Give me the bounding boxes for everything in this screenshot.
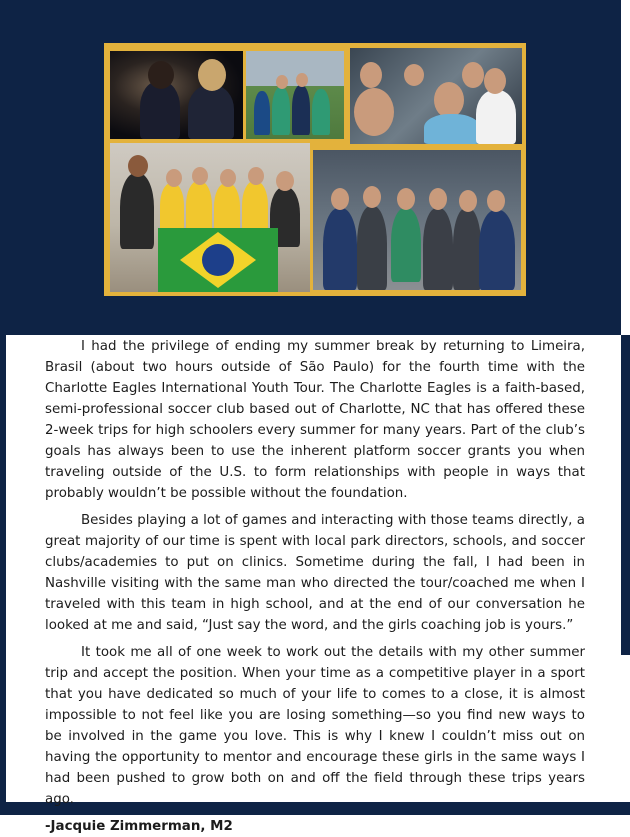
photo-collage [104, 43, 526, 296]
person-head [434, 82, 464, 118]
person-figure [140, 81, 180, 139]
person-figure [188, 85, 234, 139]
person-figure [120, 173, 154, 249]
article-paragraph-1: I had the privilege of ending my summer break by returning to Limeira, Brasil (about two hours outside of São Paulo) for the fourth time with the Charlotte Eagles International Youth Tour. The Charlotte Eagles is a faith-based, semi-professional soccer club based out of Charlotte, NC that has offered these 2-week trips for high schoolers every summer for many years. Part of the club’s goals has always been to use the inherent platform soccer grants you when traveling outside of the U.S. to form relationships with people in ways that probably wouldn’t be possible without the foundation. [45, 339, 585, 501]
person-figure [453, 208, 481, 290]
person-head [198, 59, 226, 91]
person-head [276, 75, 288, 89]
person-figure [479, 210, 515, 290]
person-figure [423, 208, 453, 290]
person-figure [312, 89, 330, 135]
author-signature: -Jacquie Zimmerman, M2 [45, 819, 233, 834]
person-head [459, 190, 477, 212]
person-head [248, 167, 264, 185]
right-border-strip [621, 335, 630, 655]
person-head [354, 88, 394, 136]
flag-globe [202, 244, 234, 276]
brazil-flag [158, 228, 278, 292]
person-figure [186, 181, 212, 235]
person-head [192, 167, 208, 185]
person-head [363, 186, 381, 208]
person-head [220, 169, 236, 187]
article-body [45, 336, 585, 837]
left-border-strip [0, 335, 6, 805]
person-head [429, 188, 447, 210]
person-figure [323, 208, 357, 290]
person-figure [160, 183, 184, 233]
person-head [331, 188, 349, 210]
person-figure [357, 206, 387, 290]
person-head [360, 62, 382, 88]
person-figure [254, 91, 270, 135]
person-head [487, 190, 505, 212]
person-head [148, 61, 174, 89]
person-head [296, 73, 308, 87]
person-figure [272, 87, 290, 135]
photo-team-huddle [246, 51, 344, 139]
person-head [462, 62, 484, 88]
photo-bus-selfie [350, 48, 522, 144]
person-figure [391, 208, 421, 282]
photo-street-group [313, 150, 521, 290]
photo-brazil-flag-group [110, 143, 310, 292]
person-figure [476, 90, 516, 144]
person-head [404, 64, 424, 86]
person-figure [242, 181, 268, 235]
person-figure [292, 85, 310, 135]
person-head [276, 171, 294, 191]
person-head [166, 169, 182, 187]
person-head [128, 155, 148, 177]
person-head [397, 188, 415, 210]
article-paragraph-3: It took me all of one week to work out the details with my other summer trip and accept the position. When your time as a competitive player in a sport that you have dedicated so much of your life to comes to a close, it is almost impossible to not feel like you are losing something—so you find new ways to be involved in the game you love. This is why I knew I couldn’t miss out on having the opportunity to mentor and encourage these girls in the same ways I had been pushed to grow both on and off the field through these trips years ago. [45, 645, 585, 807]
photo-night-huddle [110, 51, 243, 139]
person-figure [424, 114, 480, 144]
person-head [484, 68, 506, 94]
article-paragraph-2: Besides playing a lot of games and interacting with those teams directly, a great majority of our time is spent with local park directors, schools, and soccer clubs/academies to put on clinics. Sometime during the fall, I had been in Nashville visiting with the same man who directed the tour/coached me when I traveled with this team in high school, and at the end of our conversation he looked at me and said, “Just say the word, and the girls coaching job is yours.” [45, 513, 585, 633]
